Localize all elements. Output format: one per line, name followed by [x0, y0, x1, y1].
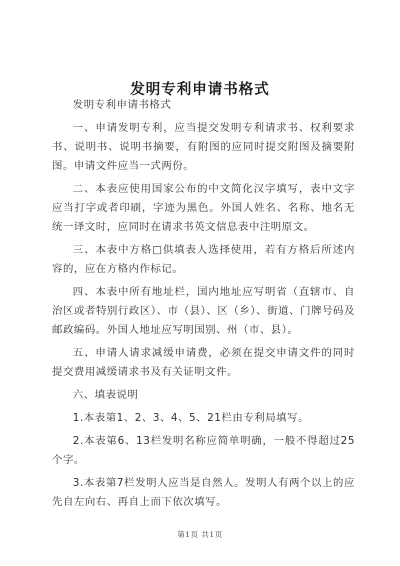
document-body — [52, 96, 355, 516]
document-title: 发明专利申请书格式 — [130, 81, 270, 98]
paragraph-3: 三、本表中方格□供填表人选择使用，若有方格后所述内容的，应在方格内作标记。 — [52, 244, 355, 275]
instruction-2: 2.本表第6、13栏发明名称应简单明确，一般不得超过25个字。 — [52, 435, 355, 466]
instruction-3: 3.本表第7栏发明人应当是自然人。发明人有两个以上的应先自左向右、再自上而下依次填写。 — [52, 477, 355, 508]
paragraph-5: 五、申请人请求减缓申请费，必须在提交申请文件的同时提交费用减缓请求书及有关证明文件。 — [52, 347, 355, 378]
paragraph-1: 一、申请发明专利，应当提交发明专利请求书、权利要求书、说明书、说明书摘要，有附图的应同时提交附图及摘要附图。申请文件应当一式两份。 — [52, 122, 355, 172]
paragraph-4: 四、本表中所有地址栏，国内地址应写明省（直辖市、自治区或者特别行政区）、市（县）、区（乡）、街道、门牌号码及邮政编码。外国人地址应写明国别、州（市、县）。 — [52, 286, 355, 336]
paragraph-subtitle: 发明专利申请书格式 — [72, 99, 172, 111]
page-footer: 第1页 共1页 — [177, 530, 223, 539]
paragraph-2: 二、本表应使用国家公布的中文简化汉字填写，表中文字应当打字或者印刷，字迹为黑色。外国人姓名、名称、地名无统一译文时，应同时在请求书英文信息表中注明原文。 — [52, 183, 355, 233]
paragraph-6: 六、填表说明 — [72, 389, 139, 401]
instruction-1: 1.本表第1、2、3、4、5、21栏由专利局填写。 — [72, 412, 309, 424]
